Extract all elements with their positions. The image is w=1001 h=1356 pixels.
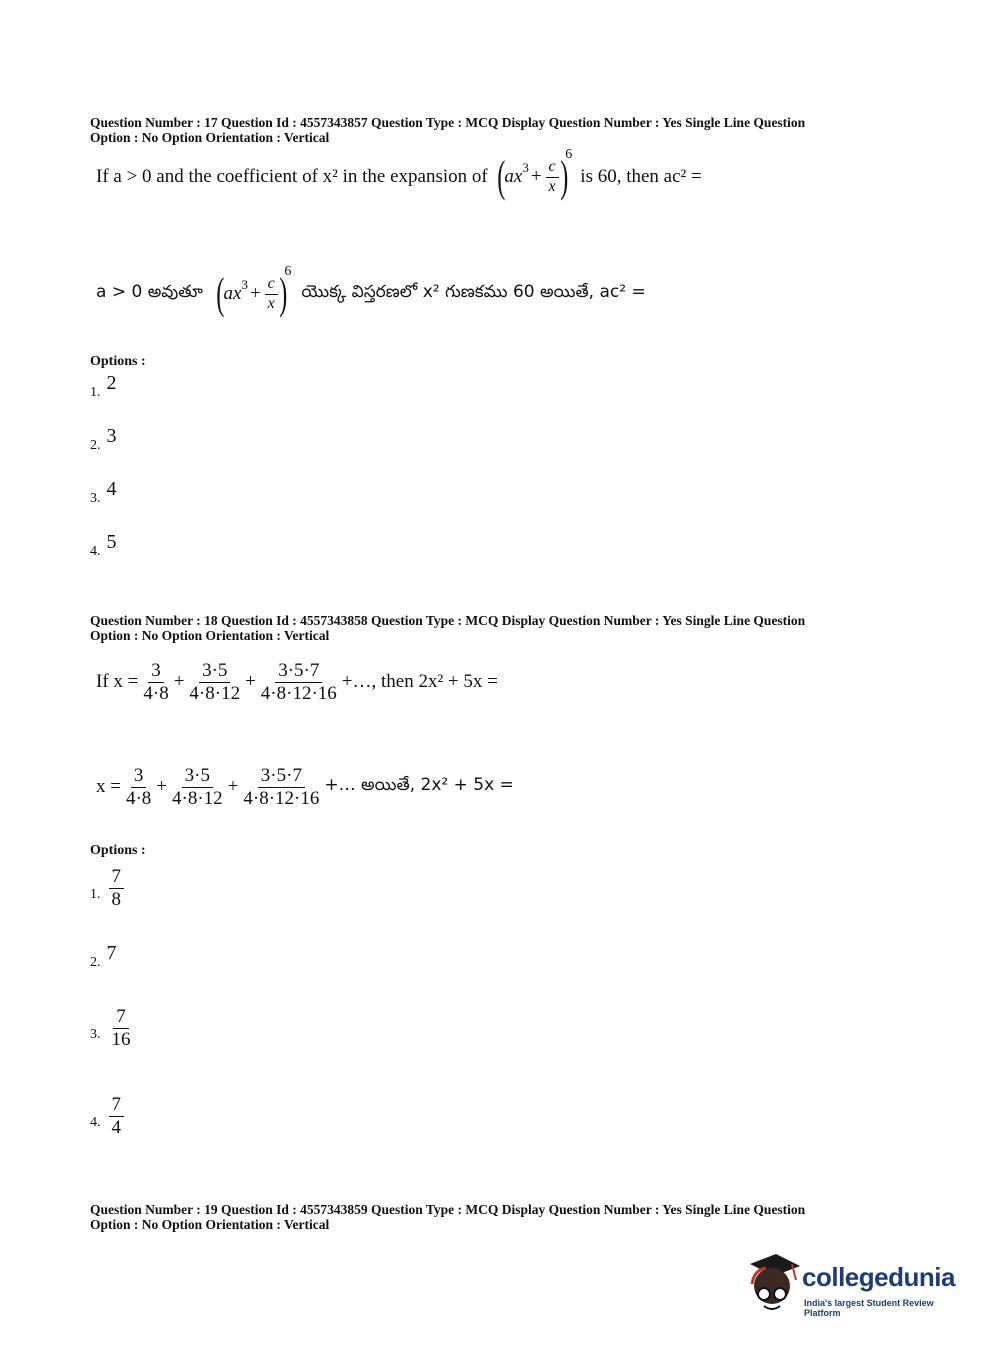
option-value: 5 (106, 531, 117, 553)
q19-meta-line2: Option : No Option Orientation : Vertical (90, 1217, 330, 1232)
term-den: 4·8·12·16 (260, 682, 337, 704)
q18-tel-suffix: +… అయితే, 2x² + 5x = (324, 775, 514, 796)
term-num: 3·5 (182, 765, 213, 788)
option-number: 2. (90, 955, 101, 970)
logo-name: collegedunia (802, 1262, 955, 1292)
q17-option-1[interactable] (90, 372, 117, 401)
q17-meta-line1: Question Number : 17 Question Id : 4557343857 Question Type : MCQ Display Question Number : Yes Single Line Question (90, 115, 806, 130)
q18-term-3 (240, 765, 322, 810)
frac-num: 7 (109, 866, 125, 889)
term-den: 4·8·12 (189, 682, 241, 704)
logo-tagline: India's largest Student Review Platform (804, 1298, 934, 1318)
term-num: 3·5 (199, 660, 230, 683)
q18-meta (90, 613, 890, 643)
frac-num: c (546, 158, 559, 177)
right-paren: ) (559, 152, 568, 201)
frac-den: 8 (111, 888, 121, 910)
term-den: 4·8 (125, 787, 152, 809)
option-value: 3 (106, 425, 117, 447)
q17-expr-exp3: 3 (522, 160, 529, 175)
q17-tel-suffix: యొక్క విస్తరణలో x² గుణకము 60 అయితే, ac² = (301, 282, 646, 302)
frac-num: c (265, 275, 278, 294)
q17-english-question (96, 147, 702, 201)
q18-option-2[interactable] (90, 942, 117, 971)
q17-c-over-x (265, 275, 278, 313)
mascot-icon (742, 1250, 804, 1316)
q18-option-3[interactable] (90, 1002, 136, 1050)
collegedunia-logo (742, 1250, 967, 1320)
option-value: 2 (106, 372, 117, 394)
q17-option-4[interactable] (90, 531, 117, 560)
left-paren: ( (497, 152, 506, 201)
term-den: 4·8 (143, 682, 169, 704)
q18-english-question: If x = $\frac{3}{4\cdot 8}$ + $\frac{3\cdot 5}{4\cdot 8\cdot 12}$ + $\frac{3\cdot 5\cdot 7}{4\cdot 8\cdot 12\cdot 16}$ +…, then 2x² + 5x = (96, 660, 498, 704)
q17-options-label: Options : (90, 354, 146, 369)
right-paren: ) (279, 269, 288, 318)
option-number: 3. (90, 1026, 101, 1042)
q17-expr-exp3: 3 (241, 277, 248, 292)
q17-telugu-question (96, 264, 646, 318)
option-number: 3. (90, 491, 101, 506)
q18-term-1 (123, 765, 154, 810)
q18-eng-suffix: +…, then 2x² + 5x = (341, 671, 498, 693)
option-fraction (109, 866, 125, 911)
frac-num: 7 (113, 1006, 129, 1029)
term-num: 3 (131, 765, 147, 788)
q17-option-2[interactable] (90, 425, 117, 454)
option-number: 1. (90, 385, 101, 400)
q17-c-over-x (546, 158, 559, 196)
q17-expr-base: ax (223, 283, 242, 304)
q18-term-1 (140, 660, 171, 705)
q18-term-2 (186, 660, 243, 705)
term-den: 4·8·12·16 (243, 787, 320, 809)
frac-den: x (548, 177, 556, 195)
frac-den: 16 (111, 1028, 131, 1050)
q17-eng-suffix: is 60, then ac² = (580, 166, 702, 187)
frac-den: 4 (111, 1116, 121, 1138)
q17-outer-exp: 6 (284, 264, 292, 279)
q18-options-label: Options : (90, 843, 146, 858)
q19-meta (90, 1202, 890, 1232)
q17-expr-plus: + (530, 166, 542, 187)
q18-option-4[interactable] (90, 1090, 126, 1138)
q17-meta (90, 115, 890, 145)
frac-num: 7 (109, 1094, 125, 1117)
q18-tel-prefix: x = (96, 776, 121, 798)
q18-meta-line2: Option : No Option Orientation : Vertical (90, 628, 330, 643)
option-number: 4. (90, 544, 101, 559)
option-fraction (109, 1006, 134, 1051)
q17-eng-prefix: If a > 0 and the coefficient of x² in the expansion of (96, 166, 488, 187)
q18-telugu-question: x = $\frac{3}{4\cdot 8}$ + $\frac{3\cdot 5}{4\cdot 8\cdot 12}$ + $\frac{3\cdot 5\cdot 7}{4\cdot 8\cdot 12\cdot 16}$ +… అయితే, 2x² + 5x = (96, 765, 514, 809)
q17-tel-prefix: a > 0 అవుతూ (96, 282, 203, 302)
q17-expr-base: ax (504, 166, 523, 187)
option-value: 7 (106, 942, 117, 964)
option-fraction (109, 1094, 125, 1139)
q18-eng-prefix: If x = (96, 671, 139, 693)
q18-option-1[interactable] (90, 862, 126, 910)
q17-expr-plus: + (249, 283, 261, 304)
q19-meta-line1: Question Number : 19 Question Id : 4557343859 Question Type : MCQ Display Question Number : Yes Single Line Question (90, 1202, 806, 1217)
term-den: 4·8·12 (172, 787, 223, 809)
term-num: 3·5·7 (275, 660, 322, 683)
term-num: 3 (148, 660, 164, 683)
q18-term-3 (258, 660, 340, 705)
q17-option-3[interactable] (90, 478, 117, 507)
q18-meta-line1: Question Number : 18 Question Id : 4557343858 Question Type : MCQ Display Question Number : Yes Single Line Question (90, 613, 806, 628)
option-value: 4 (106, 478, 117, 500)
left-paren: ( (216, 269, 225, 318)
q17-meta-line2: Option : No Option Orientation : Vertical (90, 130, 330, 145)
q18-term-2 (169, 765, 226, 810)
frac-den: x (267, 294, 275, 312)
q17-outer-exp: 6 (565, 147, 573, 162)
option-number: 2. (90, 438, 101, 453)
option-number: 1. (90, 886, 101, 902)
term-num: 3·5·7 (258, 765, 305, 788)
option-number: 4. (90, 1114, 101, 1130)
